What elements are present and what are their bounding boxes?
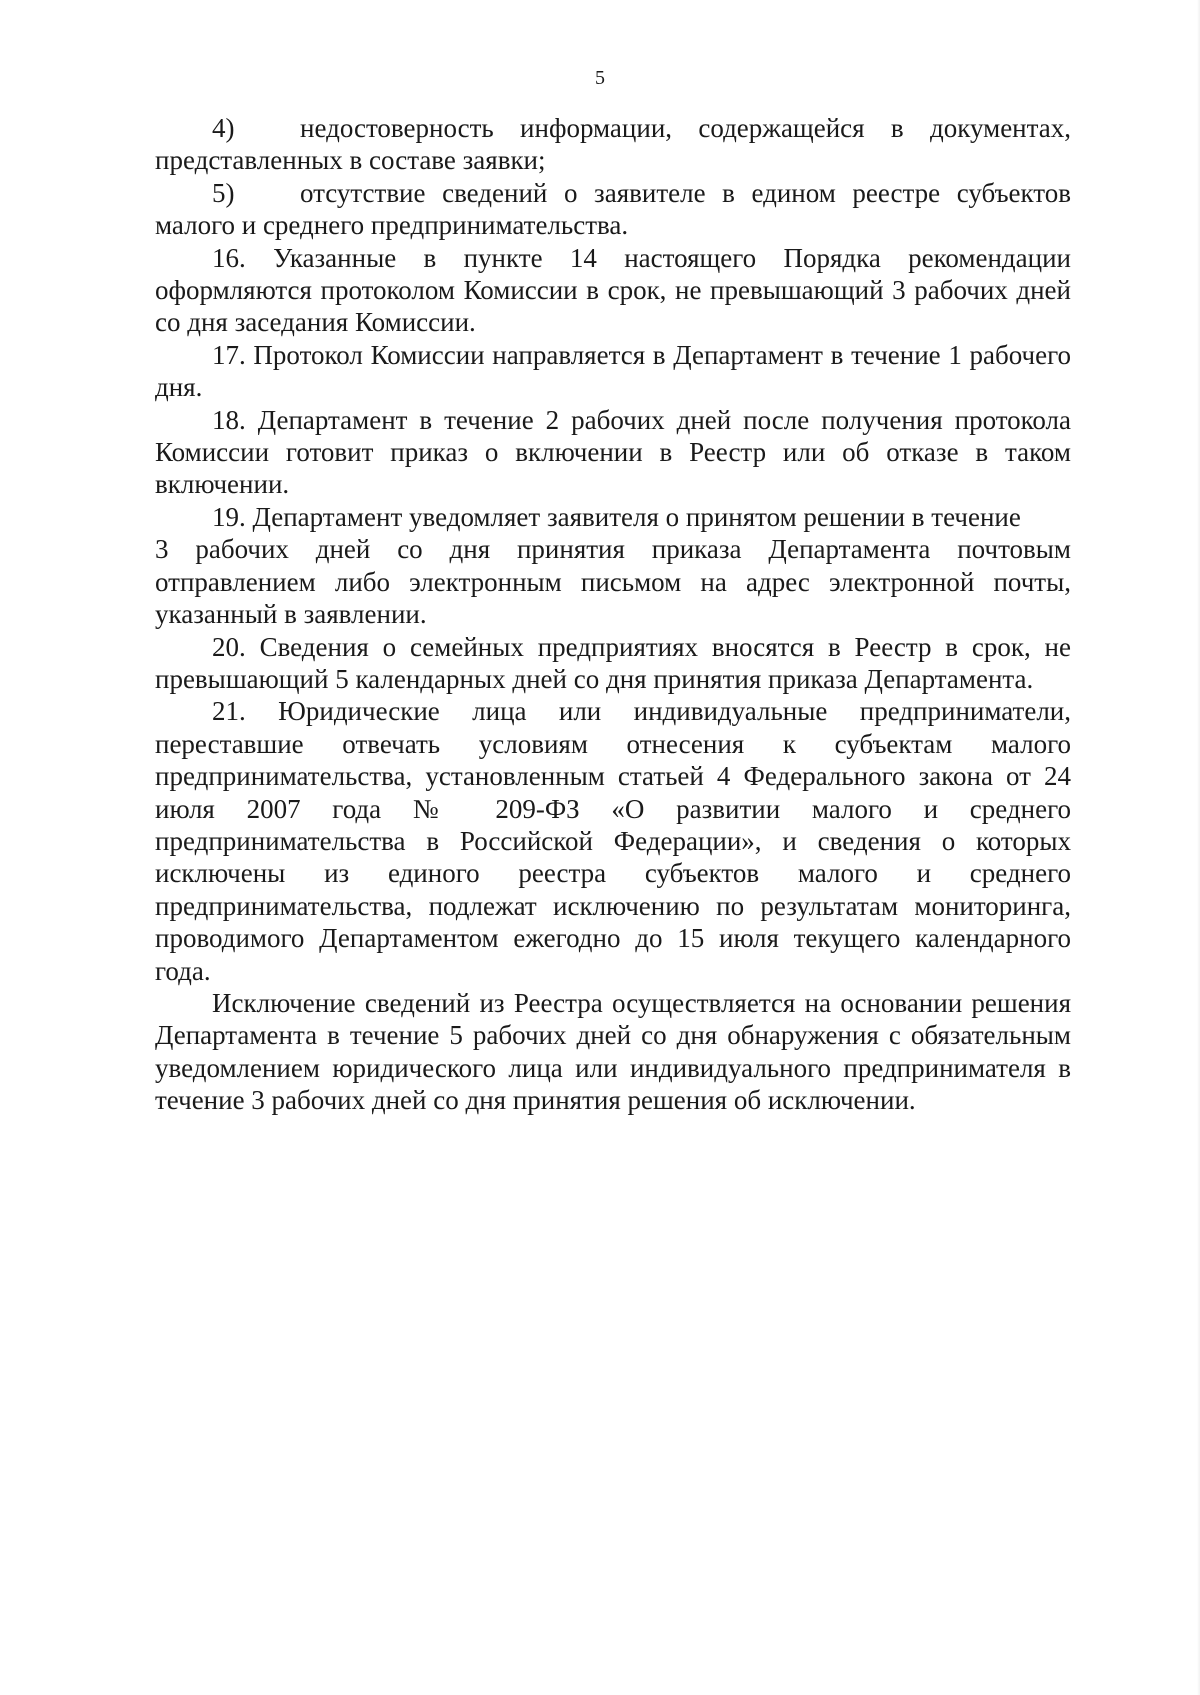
- paragraph-16: 16. Указанные в пункте 14 настоящего Порядка рекомендации оформляются протоколом Комиссии в срок, не превышающий 3 рабочих дней со дня заседания Комиссии.: [155, 242, 1071, 338]
- paragraph-text: отсутствие сведений о заявителе в едином реестре субъектов малого и среднего предпринимательства.: [155, 177, 1071, 241]
- paragraph-text: недостоверность информации, содержащейся в документах, представленных в составе заявки;: [155, 113, 1071, 176]
- paragraph-19: 19. Департамент уведомляет заявителя о принятом решении в течение: [212, 501, 1021, 532]
- paragraph-exclusion: Исключение сведений из Реестра осуществляется на основании решения Департамента в течение 5 рабочих дней со дня обнаружения с обязательным уведомлением юридического лица или индивидуального предпринимателя в течение 3 рабочих дней со дня принятия решения об исключении.: [155, 987, 1071, 1116]
- paragraph-17: 17. Протокол Комиссии направляется в Департамент в течение 1 рабочего дня.: [155, 339, 1071, 403]
- document-body: [155, 112, 1071, 1117]
- paragraph-item-5: [155, 177, 1071, 242]
- paragraph-19-continuation: 3 рабочих дней со дня принятия приказа Департамента почтовым отправлением либо электронным письмом на адрес электронной почты, указанный в заявлении.: [155, 534, 1071, 630]
- paragraph-21: 21. Юридические лица или индивидуальные предприниматели, переставшие отвечать условиям отнесения к субъектам малого предпринимательства, установленным статьей 4 Федерального закона от 24 июля 2007 года № 209-ФЗ «О развитии малого и среднего предпринимательства в Российской Федерации», и сведения о которых исключены из единого реестра субъектов малого и среднего предпринимательства, подлежат исключению по результатам мониторинга, проводимого Департаментом ежегодно до 15 июля текущего календарного года.: [155, 696, 1071, 986]
- paragraph-20: 20. Сведения о семейных предприятиях вносятся в Реестр в срок, не превышающий 5 календарных дней со дня принятия приказа Департамента.: [155, 631, 1071, 694]
- item-number: 4): [212, 113, 235, 143]
- paragraph-item-4: [155, 112, 1071, 177]
- page-number: 5: [595, 67, 605, 89]
- paragraph-18: 18. Департамент в течение 2 рабочих дней после получения протокола Комиссии готовит приказ о включении в Реестр или об отказе в таком включении.: [155, 404, 1071, 500]
- item-number: 5): [212, 177, 235, 208]
